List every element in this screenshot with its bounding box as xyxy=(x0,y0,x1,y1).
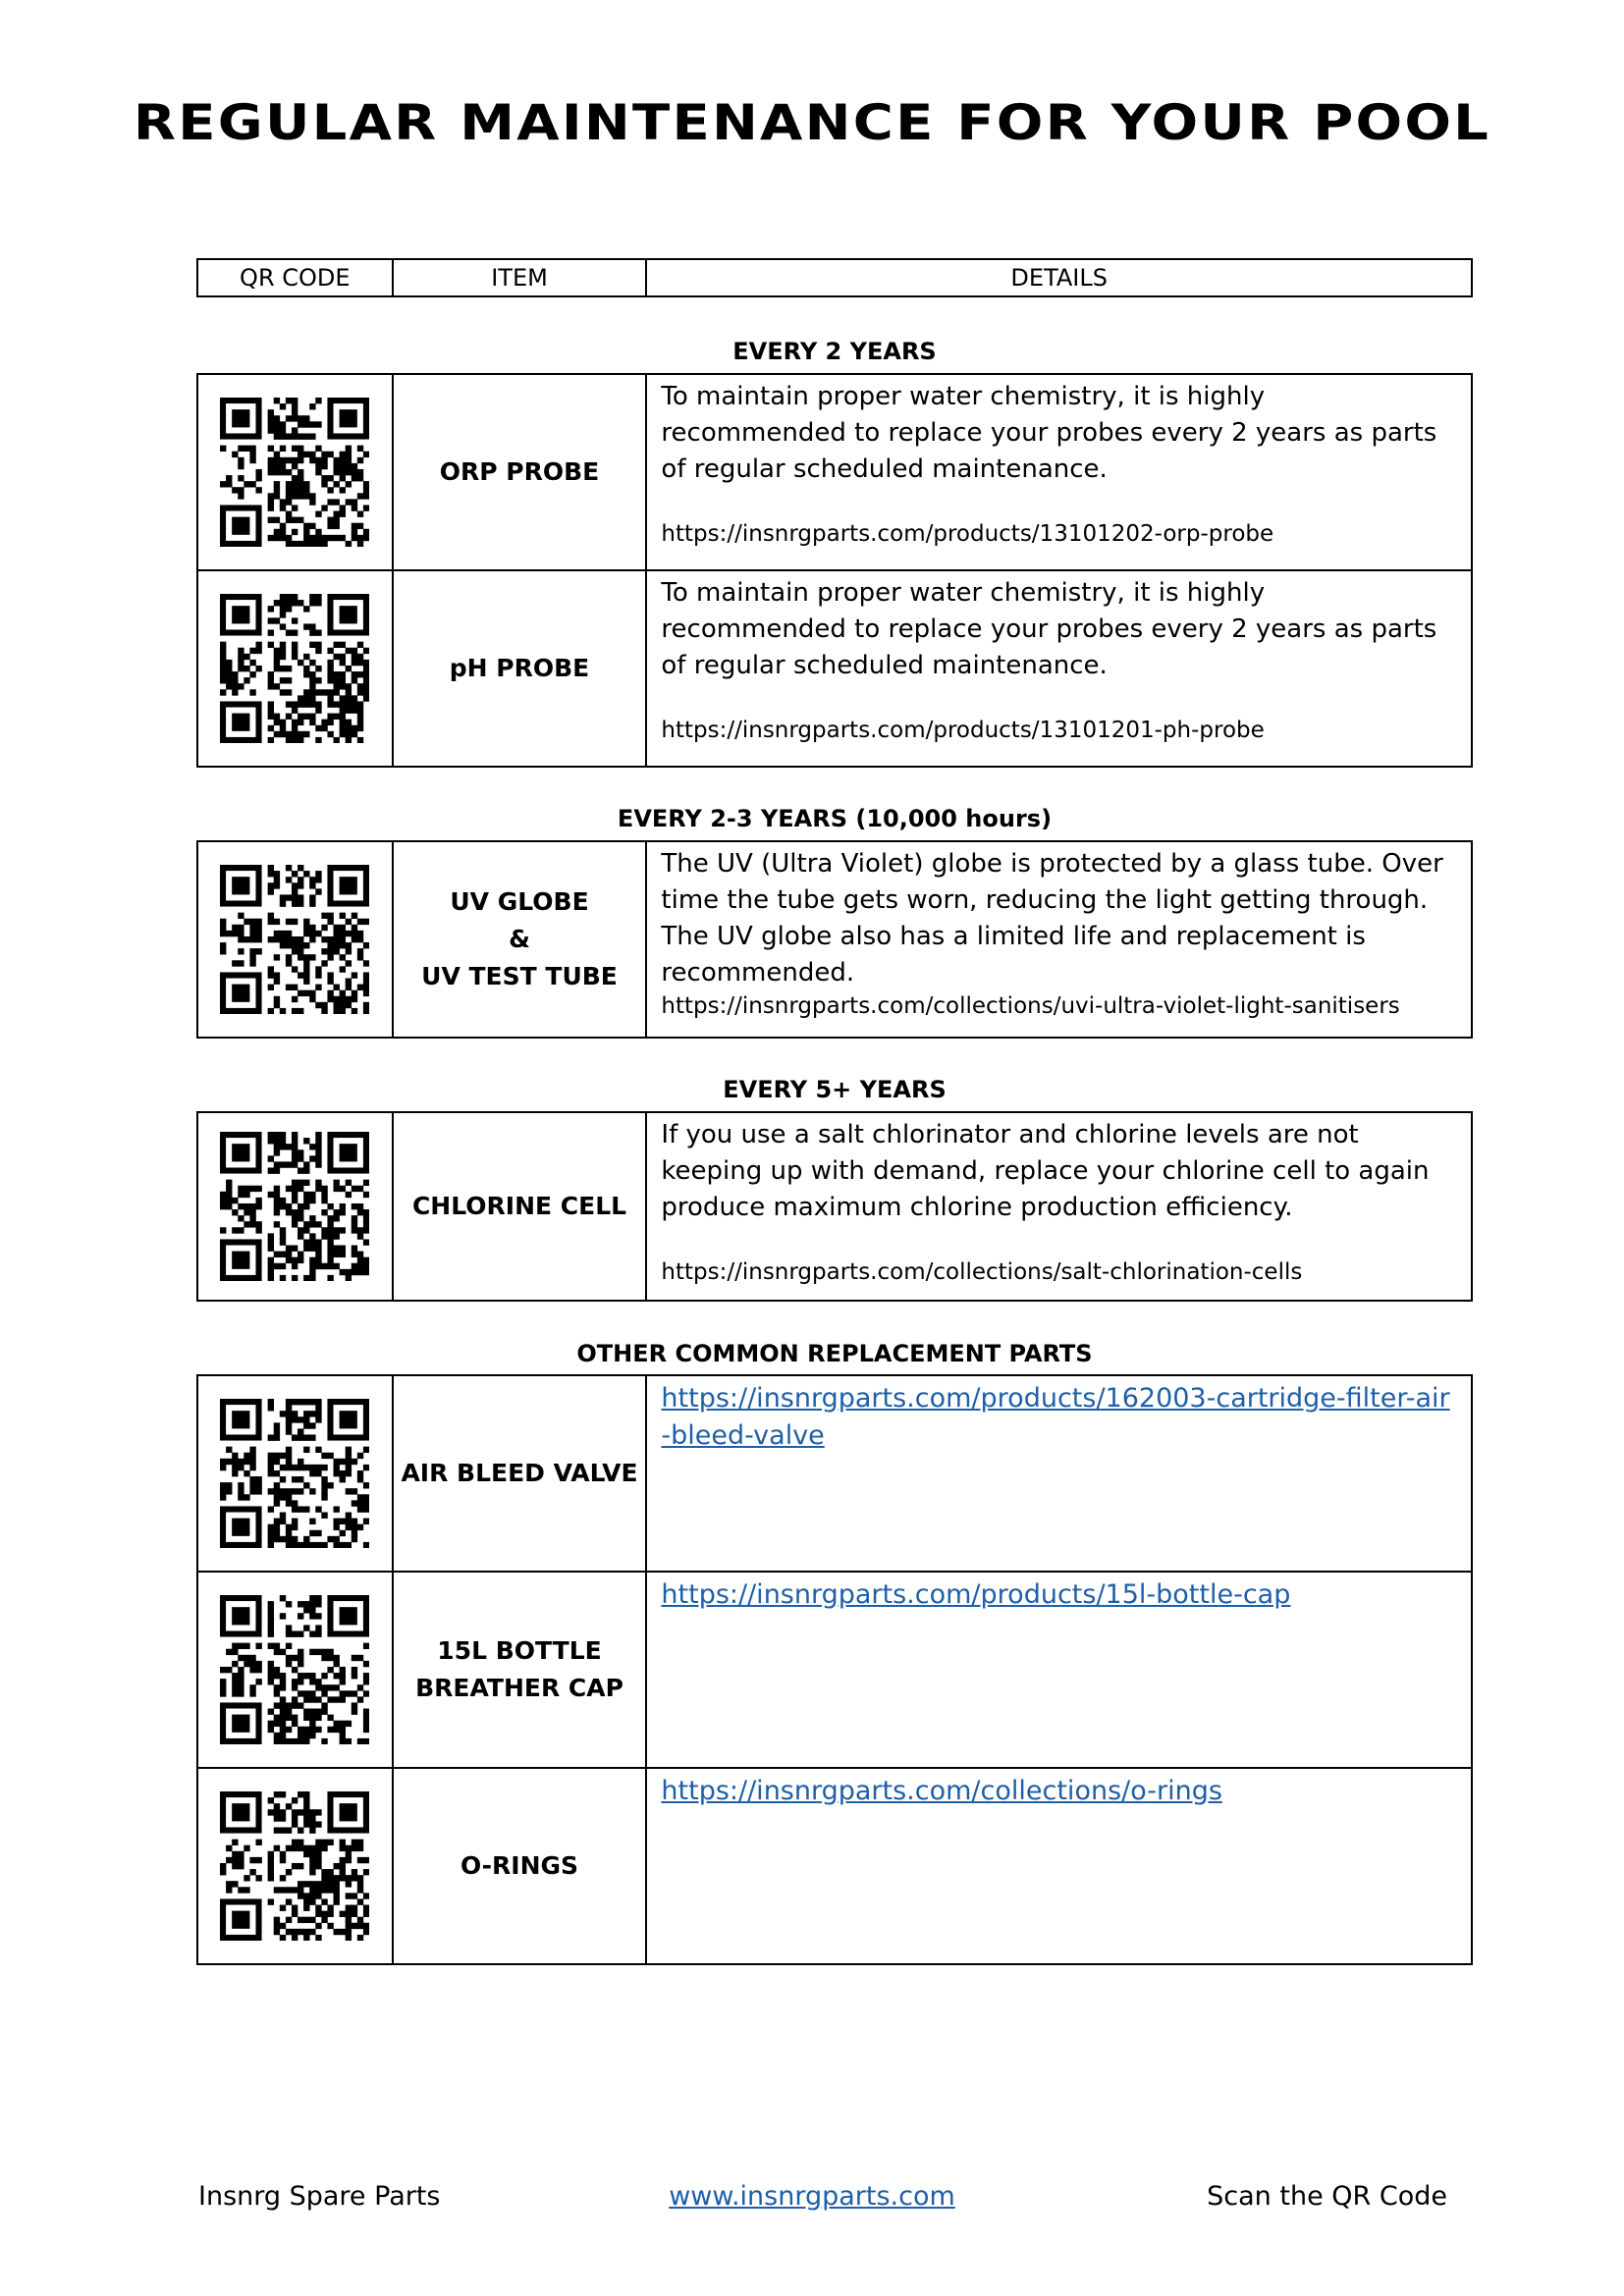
item-line: ORP PROBE xyxy=(439,457,600,486)
item-line: O-RINGS xyxy=(460,1851,579,1880)
item-line: pH PROBE xyxy=(449,654,590,682)
table-row xyxy=(197,374,1472,570)
detail-url: https://insnrgparts.com/collections/uvi-ultra-violet-light-sanitisers xyxy=(661,993,1400,1019)
item-name xyxy=(393,1768,647,1964)
item-line: & xyxy=(509,925,530,953)
qr-code-icon[interactable] xyxy=(220,865,369,1014)
table-row xyxy=(197,1768,1472,1964)
item-line: AIR BLEED VALVE xyxy=(401,1459,638,1487)
qr-code-icon[interactable] xyxy=(220,1595,369,1744)
qr-code-icon[interactable] xyxy=(220,398,369,547)
detail-cell xyxy=(646,570,1472,767)
item-name xyxy=(393,841,647,1038)
section-title: EVERY 5+ YEARS xyxy=(723,1076,947,1103)
header-qr-code: QR CODE xyxy=(197,259,393,296)
qr-code-icon[interactable] xyxy=(220,1399,369,1548)
item-name xyxy=(393,1572,647,1768)
section-table xyxy=(196,840,1473,1039)
item-name xyxy=(393,374,647,570)
column-header xyxy=(196,258,1473,297)
qr-code-icon[interactable] xyxy=(220,594,369,743)
detail-text: If you use a salt chlorinator and chlorine levels are not keeping up with demand, replace your chlorine cell to again produce maximum chlorine production efficiency. xyxy=(661,1120,1430,1222)
detail-url: https://insnrgparts.com/collections/salt-chlorination-cells xyxy=(661,1259,1303,1285)
item-name xyxy=(393,1112,647,1301)
item-line: UV TEST TUBE xyxy=(421,962,618,990)
detail-cell xyxy=(646,1112,1472,1301)
detail-cell xyxy=(646,1572,1472,1768)
table-row xyxy=(197,1572,1472,1768)
detail-text: To maintain proper water chemistry, it is highly recommended to replace your probes every 2 years as parts of regular scheduled maintenance. xyxy=(661,382,1437,484)
item-line: UV GLOBE xyxy=(450,887,589,916)
page-title: REGULAR MAINTENANCE FOR YOUR POOL xyxy=(133,94,1491,151)
header-item: ITEM xyxy=(393,259,647,296)
footer-company: Insnrg Spare Parts xyxy=(198,2181,441,2212)
section-table xyxy=(196,1374,1473,1965)
section-title: OTHER COMMON REPLACEMENT PARTS xyxy=(576,1340,1093,1367)
table-row xyxy=(197,1375,1472,1572)
header-details: DETAILS xyxy=(646,259,1472,296)
section-table xyxy=(196,1111,1473,1302)
product-link[interactable]: https://insnrgparts.com/products/162003-cartridge-filter-air-bleed-valve xyxy=(661,1383,1450,1451)
footer-website-link[interactable]: www.insnrgparts.com xyxy=(669,2181,955,2212)
footer-scan-note: Scan the QR Code xyxy=(1207,2181,1447,2212)
qr-code-icon[interactable] xyxy=(220,1791,369,1941)
item-line: CHLORINE CELL xyxy=(411,1192,627,1220)
product-link[interactable]: https://insnrgparts.com/products/15l-bottle-cap xyxy=(661,1579,1291,1610)
table-row xyxy=(197,841,1472,1038)
item-line: 15L BOTTLE xyxy=(437,1636,602,1665)
qr-code-icon[interactable] xyxy=(220,1132,369,1281)
detail-text: To maintain proper water chemistry, it is highly recommended to replace your probes every 2 years as parts of regular scheduled maintenance. xyxy=(661,578,1437,680)
table-row xyxy=(197,1112,1472,1301)
detail-cell xyxy=(646,841,1472,1038)
detail-cell xyxy=(646,1375,1472,1572)
item-name xyxy=(393,1375,647,1572)
item-name xyxy=(393,570,647,767)
item-line: BREATHER CAP xyxy=(415,1674,623,1702)
detail-url: https://insnrgparts.com/products/13101201-ph-probe xyxy=(661,718,1265,743)
detail-cell xyxy=(646,1768,1472,1964)
product-link[interactable]: https://insnrgparts.com/collections/o-rings xyxy=(661,1776,1222,1806)
section-title: EVERY 2 YEARS xyxy=(732,338,937,365)
section-title: EVERY 2-3 YEARS (10,000 hours) xyxy=(617,805,1053,832)
section-table xyxy=(196,373,1473,768)
detail-text: The UV (Ultra Violet) globe is protected by a glass tube. Over time the tube gets worn, reducing the light getting through. The UV globe also has a limited life and replacement is recommended. xyxy=(661,849,1443,988)
table-row xyxy=(197,570,1472,767)
detail-cell xyxy=(646,374,1472,570)
detail-url: https://insnrgparts.com/products/13101202-orp-probe xyxy=(661,521,1274,547)
